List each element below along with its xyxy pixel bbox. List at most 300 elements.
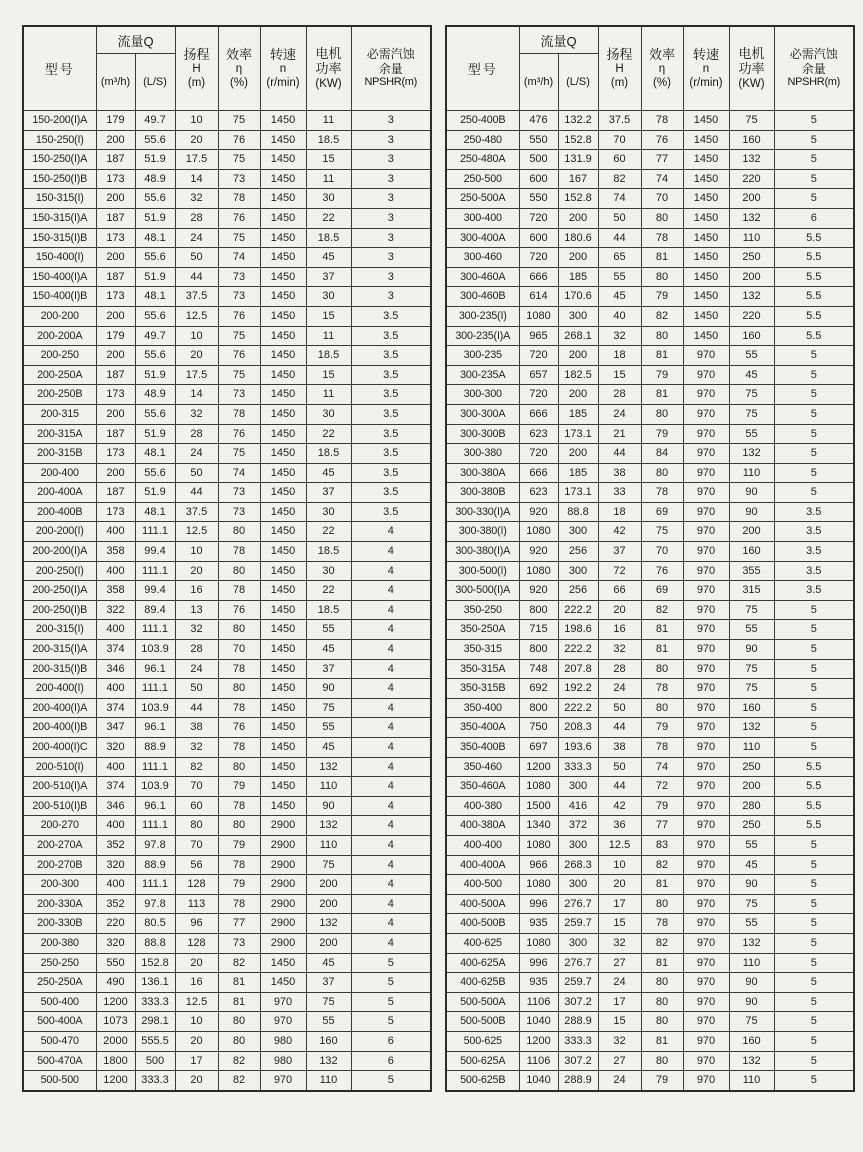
- value-cell: 5.5: [774, 326, 854, 346]
- model-cell: 200-510(I)B: [23, 796, 96, 816]
- value-cell: 75: [729, 659, 774, 679]
- value-cell: 50: [598, 698, 641, 718]
- value-cell: 400: [96, 875, 135, 895]
- value-cell: 4: [351, 542, 431, 562]
- value-cell: 600: [519, 169, 558, 189]
- table-row: [446, 542, 854, 562]
- value-cell: 697: [519, 738, 558, 758]
- value-cell: 160: [729, 1031, 774, 1051]
- value-cell: 82: [218, 1051, 260, 1071]
- value-cell: 1080: [519, 835, 558, 855]
- value-cell: 60: [175, 796, 218, 816]
- value-cell: 37.5: [175, 287, 218, 307]
- value-cell: 1200: [519, 1031, 558, 1051]
- value-cell: 288.9: [558, 1071, 598, 1091]
- value-cell: 160: [306, 1031, 351, 1051]
- table-row: [23, 816, 431, 836]
- value-cell: 11: [306, 111, 351, 131]
- value-cell: 5: [774, 1012, 854, 1032]
- value-cell: 56: [175, 855, 218, 875]
- col-header-model: 型号: [446, 26, 519, 111]
- value-cell: 5.5: [774, 306, 854, 326]
- value-cell: 81: [218, 973, 260, 993]
- value-cell: 111.1: [135, 620, 175, 640]
- value-cell: 170.6: [558, 287, 598, 307]
- value-cell: 200: [96, 248, 135, 268]
- value-cell: 96.1: [135, 718, 175, 738]
- value-cell: 32: [175, 189, 218, 209]
- value-cell: 1450: [260, 248, 306, 268]
- value-cell: 623: [519, 424, 558, 444]
- value-cell: 970: [683, 953, 729, 973]
- value-cell: 4: [351, 757, 431, 777]
- value-cell: 24: [598, 973, 641, 993]
- model-cell: 300-300: [446, 385, 519, 405]
- table-row: [23, 1051, 431, 1071]
- value-cell: 14: [175, 169, 218, 189]
- value-cell: 132: [729, 1051, 774, 1071]
- value-cell: 222.2: [558, 698, 598, 718]
- value-cell: 90: [729, 992, 774, 1012]
- model-cell: 500-470A: [23, 1051, 96, 1071]
- value-cell: 4: [351, 796, 431, 816]
- value-cell: 132: [729, 150, 774, 170]
- model-cell: 350-460A: [446, 777, 519, 797]
- value-cell: 83: [641, 835, 683, 855]
- value-cell: 44: [598, 444, 641, 464]
- value-cell: 55: [729, 424, 774, 444]
- value-cell: 322: [96, 600, 135, 620]
- value-cell: 16: [175, 581, 218, 601]
- table-row: [446, 248, 854, 268]
- model-cell: 150-200(I)A: [23, 111, 96, 131]
- header-line: 必需汽蚀: [789, 47, 838, 62]
- value-cell: 32: [598, 326, 641, 346]
- model-cell: 200-400(I): [23, 679, 96, 699]
- value-cell: 15: [306, 365, 351, 385]
- model-cell: 300-460B: [446, 287, 519, 307]
- model-cell: 300-500(I)A: [446, 581, 519, 601]
- value-cell: 173.1: [558, 483, 598, 503]
- value-cell: 187: [96, 424, 135, 444]
- value-cell: 44: [598, 777, 641, 797]
- table-row: [23, 189, 431, 209]
- model-cell: 300-330(I)A: [446, 502, 519, 522]
- value-cell: 970: [683, 718, 729, 738]
- value-cell: 132: [729, 933, 774, 953]
- value-cell: 14: [175, 385, 218, 405]
- table-header: [23, 26, 431, 111]
- value-cell: 5.5: [774, 777, 854, 797]
- value-cell: 51.9: [135, 267, 175, 287]
- value-cell: 1450: [683, 287, 729, 307]
- model-cell: 300-500(I): [446, 561, 519, 581]
- value-cell: 3.5: [351, 404, 431, 424]
- value-cell: 4: [351, 640, 431, 660]
- value-cell: 372: [558, 816, 598, 836]
- value-cell: 5: [351, 953, 431, 973]
- value-cell: 970: [683, 1031, 729, 1051]
- value-cell: 2900: [260, 894, 306, 914]
- value-cell: 45: [729, 855, 774, 875]
- value-cell: 55.6: [135, 248, 175, 268]
- value-cell: 935: [519, 973, 558, 993]
- value-cell: 28: [175, 640, 218, 660]
- value-cell: 75: [641, 522, 683, 542]
- value-cell: 15: [598, 1012, 641, 1032]
- value-cell: 79: [641, 718, 683, 738]
- value-cell: 1450: [260, 189, 306, 209]
- model-cell: 350-400: [446, 698, 519, 718]
- value-cell: 50: [175, 463, 218, 483]
- table-row: [23, 561, 431, 581]
- value-cell: 97.8: [135, 835, 175, 855]
- value-cell: 720: [519, 346, 558, 366]
- model-cell: 200-315(I)B: [23, 659, 96, 679]
- value-cell: 5.5: [774, 757, 854, 777]
- value-cell: 550: [96, 953, 135, 973]
- value-cell: 75: [306, 992, 351, 1012]
- value-cell: 4: [351, 855, 431, 875]
- value-cell: 3.5: [351, 346, 431, 366]
- value-cell: 40: [598, 306, 641, 326]
- value-cell: 200: [729, 522, 774, 542]
- value-cell: 3.5: [351, 502, 431, 522]
- value-cell: 55: [729, 835, 774, 855]
- value-cell: 187: [96, 208, 135, 228]
- value-cell: 75: [729, 679, 774, 699]
- table-row: [446, 581, 854, 601]
- value-cell: 300: [558, 875, 598, 895]
- header-line: n: [279, 63, 287, 76]
- table-row: [23, 248, 431, 268]
- value-cell: 5: [774, 169, 854, 189]
- value-cell: 1200: [96, 1071, 135, 1091]
- value-cell: 74: [598, 189, 641, 209]
- value-cell: 30: [306, 404, 351, 424]
- table-row: [23, 424, 431, 444]
- value-cell: 5: [774, 698, 854, 718]
- table-row: [446, 718, 854, 738]
- value-cell: 44: [175, 267, 218, 287]
- value-cell: 24: [598, 1071, 641, 1091]
- value-cell: 79: [218, 875, 260, 895]
- value-cell: 333.3: [135, 1071, 175, 1091]
- table-row: [23, 953, 431, 973]
- table-row: [23, 659, 431, 679]
- value-cell: 2900: [260, 835, 306, 855]
- value-cell: 77: [641, 150, 683, 170]
- value-cell: 970: [260, 1012, 306, 1032]
- value-cell: 550: [519, 130, 558, 150]
- table-row: [446, 757, 854, 777]
- value-cell: 307.2: [558, 1051, 598, 1071]
- header-line: (%): [653, 77, 671, 90]
- value-cell: 5: [774, 346, 854, 366]
- value-cell: 37: [306, 267, 351, 287]
- value-cell: 173.1: [558, 424, 598, 444]
- value-cell: 200: [729, 267, 774, 287]
- value-cell: 20: [175, 1071, 218, 1091]
- value-cell: 692: [519, 679, 558, 699]
- value-cell: 11: [306, 385, 351, 405]
- header-line: 扬程: [606, 46, 633, 62]
- value-cell: 1080: [519, 522, 558, 542]
- value-cell: 320: [96, 933, 135, 953]
- value-cell: 5: [774, 914, 854, 934]
- value-cell: 55: [729, 346, 774, 366]
- value-cell: 81: [641, 953, 683, 973]
- value-cell: 28: [598, 385, 641, 405]
- value-cell: 200: [96, 404, 135, 424]
- value-cell: 1450: [260, 306, 306, 326]
- value-cell: 5.5: [774, 796, 854, 816]
- value-cell: 800: [519, 698, 558, 718]
- col-header-speed: [683, 26, 729, 111]
- table-row: [23, 463, 431, 483]
- table-header: [446, 26, 854, 111]
- value-cell: 36: [598, 816, 641, 836]
- value-cell: 3.5: [351, 326, 431, 346]
- value-cell: 347: [96, 718, 135, 738]
- value-cell: 4: [351, 835, 431, 855]
- value-cell: 75: [729, 1012, 774, 1032]
- value-cell: 5: [774, 424, 854, 444]
- value-cell: 5: [774, 463, 854, 483]
- table-row: [446, 326, 854, 346]
- value-cell: 128: [175, 875, 218, 895]
- value-cell: 250: [729, 757, 774, 777]
- value-cell: 4: [351, 875, 431, 895]
- model-cell: 300-380(I)A: [446, 542, 519, 562]
- value-cell: 111.1: [135, 522, 175, 542]
- table-row: [23, 855, 431, 875]
- table-row: [23, 287, 431, 307]
- value-cell: 5: [774, 659, 854, 679]
- value-cell: 5: [351, 973, 431, 993]
- value-cell: 15: [598, 365, 641, 385]
- value-cell: 17.5: [175, 365, 218, 385]
- table-row: [23, 444, 431, 464]
- value-cell: 300: [558, 561, 598, 581]
- value-cell: 76: [218, 424, 260, 444]
- value-cell: 55: [306, 718, 351, 738]
- value-cell: 666: [519, 463, 558, 483]
- value-cell: 22: [306, 424, 351, 444]
- value-cell: 416: [558, 796, 598, 816]
- value-cell: 970: [683, 444, 729, 464]
- value-cell: 1450: [683, 306, 729, 326]
- value-cell: 400: [96, 522, 135, 542]
- value-cell: 167: [558, 169, 598, 189]
- value-cell: 96.1: [135, 659, 175, 679]
- value-cell: 3: [351, 130, 431, 150]
- value-cell: 1450: [260, 953, 306, 973]
- value-cell: 74: [218, 463, 260, 483]
- value-cell: 80: [641, 992, 683, 1012]
- value-cell: 5: [774, 640, 854, 660]
- value-cell: 103.9: [135, 698, 175, 718]
- value-cell: 333.3: [558, 757, 598, 777]
- value-cell: 12.5: [598, 835, 641, 855]
- value-cell: 111.1: [135, 875, 175, 895]
- table-row: [446, 150, 854, 170]
- value-cell: 1450: [260, 228, 306, 248]
- value-cell: 30: [306, 502, 351, 522]
- value-cell: 79: [218, 777, 260, 797]
- value-cell: 476: [519, 111, 558, 131]
- table-row: [23, 208, 431, 228]
- value-cell: 1450: [260, 777, 306, 797]
- value-cell: 4: [351, 718, 431, 738]
- model-cell: 400-625: [446, 933, 519, 953]
- header-line: NPSHR(m): [364, 76, 418, 89]
- value-cell: 970: [683, 1051, 729, 1071]
- value-cell: 4: [351, 894, 431, 914]
- model-cell: 200-270B: [23, 855, 96, 875]
- value-cell: 132.2: [558, 111, 598, 131]
- table-row: [446, 953, 854, 973]
- value-cell: 3.5: [351, 424, 431, 444]
- model-cell: 250-500A: [446, 189, 519, 209]
- value-cell: 76: [218, 346, 260, 366]
- model-cell: 200-315B: [23, 444, 96, 464]
- value-cell: 66: [598, 581, 641, 601]
- pump-spec-table-left: [22, 25, 432, 1092]
- value-cell: 76: [218, 306, 260, 326]
- col-header-head: [175, 26, 218, 111]
- value-cell: 10: [175, 542, 218, 562]
- value-cell: 20: [175, 953, 218, 973]
- value-cell: 76: [218, 130, 260, 150]
- value-cell: 99.4: [135, 581, 175, 601]
- table-row: [446, 287, 854, 307]
- value-cell: 200: [96, 189, 135, 209]
- value-cell: 3.5: [351, 385, 431, 405]
- value-cell: 113: [175, 894, 218, 914]
- model-cell: 200-250A: [23, 365, 96, 385]
- value-cell: 80: [218, 561, 260, 581]
- value-cell: 970: [683, 855, 729, 875]
- model-cell: 200-250(I): [23, 561, 96, 581]
- header-line: (KW): [738, 78, 765, 91]
- value-cell: 81: [641, 248, 683, 268]
- value-cell: 1450: [260, 600, 306, 620]
- value-cell: 200: [729, 189, 774, 209]
- value-cell: 3: [351, 208, 431, 228]
- value-cell: 90: [729, 640, 774, 660]
- value-cell: 99.4: [135, 542, 175, 562]
- table-row: [23, 894, 431, 914]
- model-cell: 350-315A: [446, 659, 519, 679]
- value-cell: 96: [175, 914, 218, 934]
- model-cell: 150-315(I)A: [23, 208, 96, 228]
- value-cell: 5: [774, 679, 854, 699]
- value-cell: 80: [218, 620, 260, 640]
- value-cell: 16: [175, 973, 218, 993]
- value-cell: 81: [641, 875, 683, 895]
- value-cell: 750: [519, 718, 558, 738]
- value-cell: 200: [96, 346, 135, 366]
- value-cell: 80: [641, 326, 683, 346]
- value-cell: 970: [683, 679, 729, 699]
- value-cell: 179: [96, 326, 135, 346]
- value-cell: 1450: [260, 640, 306, 660]
- table-row: [23, 757, 431, 777]
- value-cell: 55.6: [135, 130, 175, 150]
- table-row: [446, 894, 854, 914]
- value-cell: 32: [175, 738, 218, 758]
- model-cell: 400-625A: [446, 953, 519, 973]
- value-cell: 5: [774, 111, 854, 131]
- model-cell: 350-250A: [446, 620, 519, 640]
- value-cell: 173: [96, 385, 135, 405]
- header-line: (r/min): [689, 77, 723, 90]
- value-cell: 1450: [260, 444, 306, 464]
- value-cell: 88.9: [135, 738, 175, 758]
- model-cell: 300-235(I): [446, 306, 519, 326]
- header-line: n: [702, 63, 710, 76]
- model-cell: 500-500: [23, 1071, 96, 1091]
- value-cell: 1080: [519, 875, 558, 895]
- value-cell: 55: [598, 267, 641, 287]
- value-cell: 1080: [519, 777, 558, 797]
- table-row: [446, 444, 854, 464]
- value-cell: 200: [558, 208, 598, 228]
- value-cell: 1450: [260, 404, 306, 424]
- value-cell: 37: [306, 973, 351, 993]
- value-cell: 1450: [260, 679, 306, 699]
- value-cell: 5: [774, 483, 854, 503]
- value-cell: 81: [641, 1031, 683, 1051]
- value-cell: 182.5: [558, 365, 598, 385]
- header-line: H: [192, 63, 201, 76]
- value-cell: 15: [598, 914, 641, 934]
- value-cell: 400: [96, 679, 135, 699]
- value-cell: 970: [683, 698, 729, 718]
- table-row: [446, 855, 854, 875]
- model-cell: 250-480: [446, 130, 519, 150]
- value-cell: 111.1: [135, 816, 175, 836]
- model-cell: 500-625: [446, 1031, 519, 1051]
- value-cell: 74: [218, 248, 260, 268]
- value-cell: 5: [774, 620, 854, 640]
- table-row: [23, 933, 431, 953]
- value-cell: 42: [598, 522, 641, 542]
- value-cell: 1080: [519, 561, 558, 581]
- value-cell: 1450: [260, 581, 306, 601]
- value-cell: 82: [641, 600, 683, 620]
- value-cell: 110: [306, 1071, 351, 1091]
- value-cell: 78: [641, 228, 683, 248]
- value-cell: 48.9: [135, 169, 175, 189]
- model-cell: 350-400A: [446, 718, 519, 738]
- value-cell: 1450: [260, 659, 306, 679]
- value-cell: 1450: [683, 150, 729, 170]
- value-cell: 51.9: [135, 483, 175, 503]
- value-cell: 80: [218, 522, 260, 542]
- model-cell: 200-270: [23, 816, 96, 836]
- value-cell: 74: [641, 169, 683, 189]
- value-cell: 358: [96, 581, 135, 601]
- value-cell: 208.3: [558, 718, 598, 738]
- header-line: (m): [610, 77, 629, 90]
- value-cell: 1450: [260, 502, 306, 522]
- table-row: [446, 169, 854, 189]
- value-cell: 220: [729, 306, 774, 326]
- value-cell: 276.7: [558, 953, 598, 973]
- model-cell: 150-315(I)B: [23, 228, 96, 248]
